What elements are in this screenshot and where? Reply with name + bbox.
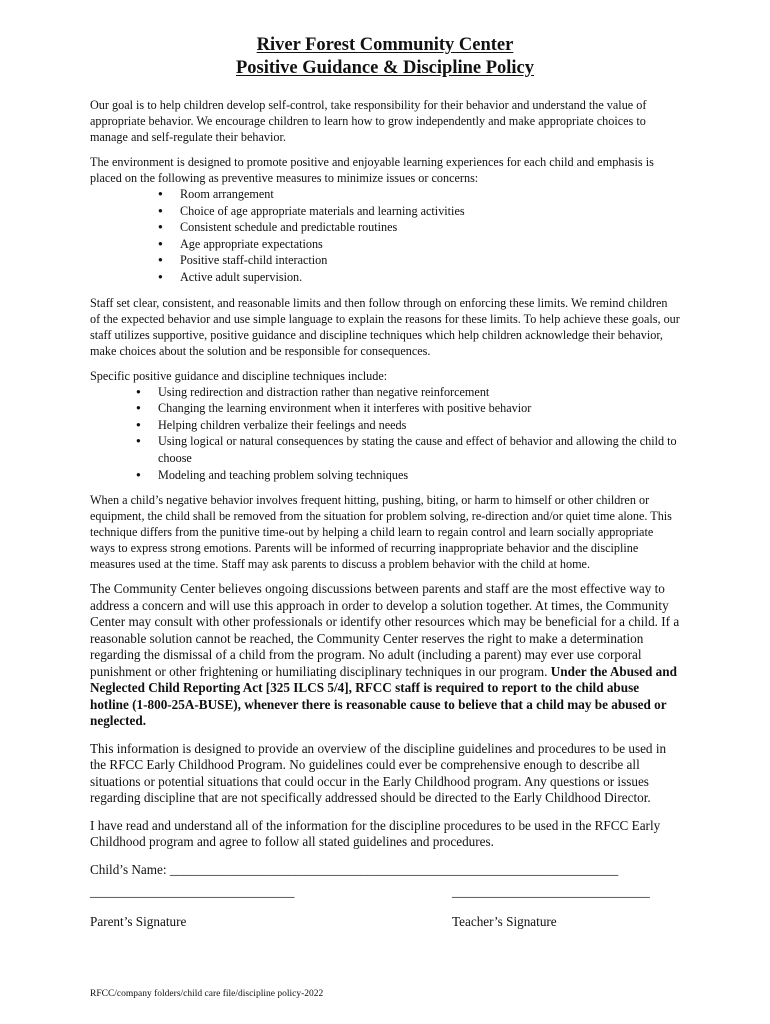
community-paragraph xyxy=(90,581,680,730)
teacher-signature-line[interactable]: ______________________________ xyxy=(452,883,650,899)
list-item: ● Room arrangement xyxy=(158,186,680,203)
acknowledgement-paragraph: I have read and understand all of the information for the discipline procedures to be used in the RFCC Early Childhood program and agree to follow all stated guidelines and procedures. xyxy=(90,817,661,850)
list-item: ● Positive staff-child interaction xyxy=(158,252,680,269)
list-item: ● Modeling and teaching problem solving techniques xyxy=(136,467,680,484)
signature-row xyxy=(90,884,680,944)
child-name-line[interactable]: ____________________________________________________________________ xyxy=(169,861,619,877)
list-item: ● Active adult supervision. xyxy=(158,269,680,286)
document-body xyxy=(90,97,680,944)
parent-signature-label: Parent’s Signature xyxy=(90,913,187,929)
child-name-label: Child’s Name: xyxy=(90,861,167,877)
intro-paragraph: Our goal is to help children develop self-control, take responsibility for their behavior and understand the value of appropriate behavior. We encourage children to learn how to grow independently and make appropriate choices to manage and self-regulate their behavior. xyxy=(90,98,647,144)
negative-behavior-paragraph: When a child’s negative behavior involves frequent hitting, pushing, biting, or harm to himself or other children or equipment, the child shall be removed from the situation for problem solving, re-direction and/or quiet time alone. This technique differs from the punitive time-out by helping a child learn to regain control and learn socially appropriate ways to express strong emotions. Parents will be informed of recurring inappropriate behavior and the discipline measures used at the time. Staff may ask parents to discuss a problem behavior with the child at home. xyxy=(90,493,672,572)
environment-paragraph: The environment is designed to promote positive and enjoyable learning experiences for each child and emphasis is placed on the following as preventive measures to minimize issues or concerns: xyxy=(90,155,654,185)
abuse-reporting-notice: Under the Abused and Neglected Child Reporting Act [325 ILCS 5/4], RFCC staff is required to report to the child abuse hotline (1-800-25A-BUSE), whenever there is reasonable cause to believe that a child may be abused or neglected. xyxy=(90,663,677,729)
list-item: ● Choice of age appropriate materials and learning activities xyxy=(158,203,680,220)
limits-paragraph: Staff set clear, consistent, and reasonable limits and then follow through on enforcing these limits. We remind children of the expected behavior and use simple language to explain the reasons for these limits. To help achieve these goals, our staff utilizes supportive, positive guidance and discipline techniques which help children acknowledge their behavior, make choices about the solution and be responsible for consequences. xyxy=(90,295,680,358)
list-item: ● Consistent schedule and predictable routines xyxy=(158,219,680,236)
techniques-paragraph: Specific positive guidance and discipline techniques include: xyxy=(90,368,388,383)
parent-signature-line[interactable]: _______________________________ xyxy=(90,883,295,899)
title-line-1: River Forest Community Center xyxy=(256,35,514,55)
list-item: ● Helping children verbalize their feelings and needs xyxy=(136,417,680,434)
list-item: ● Changing the learning environment when it interferes with positive behavior xyxy=(136,400,680,417)
environment-section xyxy=(90,154,680,286)
document-title xyxy=(0,34,770,80)
teacher-signature-block[interactable] xyxy=(452,884,650,930)
list-item: ● Using logical or natural consequences by stating the cause and effect of behavior and allowing the child to choose xyxy=(136,433,680,466)
footer-path: RFCC/company folders/child care file/discipline policy-2022 xyxy=(90,989,324,999)
parent-signature-block[interactable] xyxy=(90,884,294,930)
teacher-signature-label: Teacher’s Signature xyxy=(452,913,557,929)
environment-list xyxy=(158,186,680,286)
title-line-2: Positive Guidance & Discipline Policy xyxy=(235,58,535,78)
techniques-section xyxy=(90,368,680,484)
list-item: ● Using redirection and distraction rather than negative reinforcement xyxy=(136,384,680,401)
techniques-list xyxy=(136,384,680,484)
overview-paragraph: This information is designed to provide an overview of the discipline guidelines and procedures to be used in the RFCC Early Childhood Program. No guidelines could ever be comprehensive enough to describe all situations or potential situations that could occur in the Early Childhood program. Any questions or issues regarding discipline that are not specifically addressed should be directed to the Early Childhood Director. xyxy=(90,740,667,806)
community-text: The Community Center believes ongoing discussions between parents and staff are the most effective way to address a concern and will use this approach in order to develop a solution together. At times, the Community Center may consult with other professionals or identify other resources which may be beneficial for a child. If a reasonable solution cannot be reached, the Community Center reserves the right to make a determination regarding the dismissal of a child from the program. No adult (including a parent) may ever use corporal punishment or other frightening or humiliating disciplinary techniques in our program. xyxy=(90,581,680,679)
child-name-field[interactable] xyxy=(90,862,680,878)
list-item: ● Age appropriate expectations xyxy=(158,236,680,253)
